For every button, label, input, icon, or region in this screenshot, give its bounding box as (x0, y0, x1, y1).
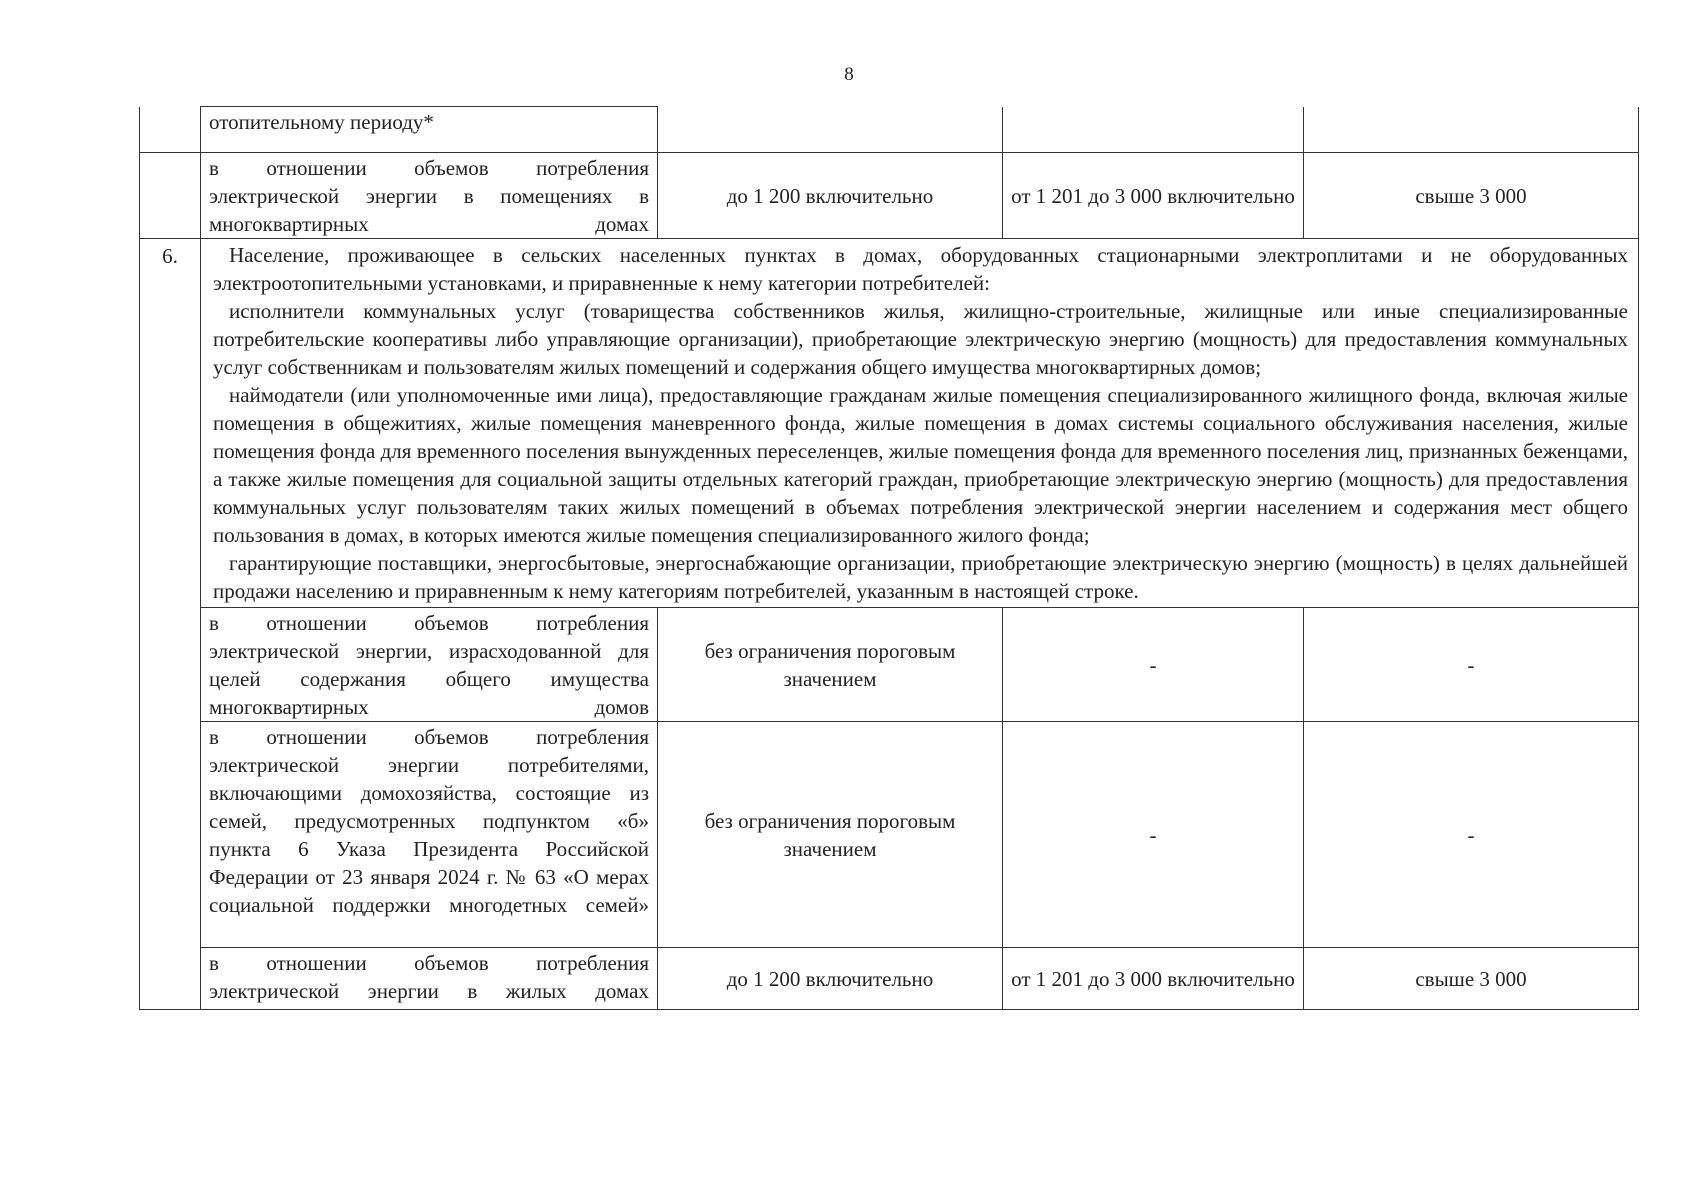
row-number-cell: 6. (140, 239, 201, 1010)
tariff-table (139, 106, 1639, 1010)
row-number-cell (140, 153, 201, 239)
table-row (140, 153, 1639, 239)
table-row (140, 608, 1639, 722)
row-description: в отношении объемов потребления электрической энергии потребителями, включающими домохозяйства, состоящие из семей, предусмотренных подпунктом «б» пункта 6 Указа Президента Российской Федерации от 23 января 2024 г. № 63 «О мерах социальной поддержки многодетных семей» (201, 722, 658, 948)
row-description: отопительному периоду* (201, 107, 658, 153)
threshold-cell-3: - (1304, 722, 1639, 948)
category-paragraph: Население, проживающее в сельских населенных пунктах в домах, оборудованных стационарными электроплитами и не оборудованных электроотопительными установками, и приравненные к нему категории потребителей: (213, 243, 1628, 295)
row-description: в отношении объемов потребления электрической энергии в жилых домах (201, 948, 658, 1010)
threshold-cell-1: без ограничения пороговым значением (658, 608, 1003, 722)
table-row (140, 722, 1639, 948)
threshold-cell-2 (1003, 107, 1304, 153)
threshold-cell-1: до 1 200 включительно (658, 948, 1003, 1010)
threshold-cell-3 (1304, 107, 1639, 153)
threshold-cell-1: без ограничения пороговым значением (658, 722, 1003, 948)
threshold-cell-1: до 1 200 включительно (658, 153, 1003, 239)
threshold-cell-1 (658, 107, 1003, 153)
category-paragraph: наймодатели (или уполномоченные ими лица), предоставляющие гражданам жилые помещения специализированного жилищного фонда, включая жилые помещения в общежитиях, жилые помещения маневренного фонда, жилые помещения в домах системы социального обслуживания населения, жилые помещения фонда для временного поселения вынужденных переселенцев, жилые помещения фонда для временного поселения лиц, признанных беженцами, а также жилые помещения для социальной защиты отдельных категорий граждан, приобретающие электрическую энергию (мощность) для предоставления коммунальных услуг пользователям таких жилых помещений в объемах потребления электрической энергии населением и содержания мест общего пользования в домах, в которых имеются жилые помещения специализированного жилого фонда; (213, 383, 1628, 547)
threshold-cell-3: свыше 3 000 (1304, 153, 1639, 239)
page-number: 8 (844, 64, 854, 85)
threshold-cell-3: - (1304, 608, 1639, 722)
table-row (140, 948, 1639, 1010)
category-paragraph: гарантирующие поставщики, энергосбытовые, энергоснабжающие организации, приобретающие электрическую энергию (мощность) в целях дальнейшей продажи населению и приравненным к нему категориям потребителей, указанным в настоящей строке. (213, 551, 1628, 603)
category-description (201, 239, 1639, 608)
row-number-cell (140, 107, 201, 153)
threshold-cell-2: - (1003, 722, 1304, 948)
threshold-cell-2: от 1 201 до 3 000 включительно (1003, 948, 1304, 1010)
category-paragraph: исполнители коммунальных услуг (товарищества собственников жилья, жилищно-строительные, жилищные или иные специализированные потребительские кооперативы либо управляющие организации), приобретающие электрическую энергию (мощность) для предоставления коммунальных услуг собственникам и пользователям жилых помещений и содержания общего имущества многоквартирных домов; (213, 299, 1628, 379)
table-row (140, 107, 1639, 153)
threshold-cell-2: - (1003, 608, 1304, 722)
row-description: в отношении объемов потребления электрической энергии, израсходованной для целей содержания общего имущества многоквартирных домов (201, 608, 658, 722)
threshold-cell-3: свыше 3 000 (1304, 948, 1639, 1010)
threshold-cell-2: от 1 201 до 3 000 включительно (1003, 153, 1304, 239)
table-row (140, 239, 1639, 608)
row-description: в отношении объемов потребления электрической энергии в помещениях в многоквартирных домах (201, 153, 658, 239)
